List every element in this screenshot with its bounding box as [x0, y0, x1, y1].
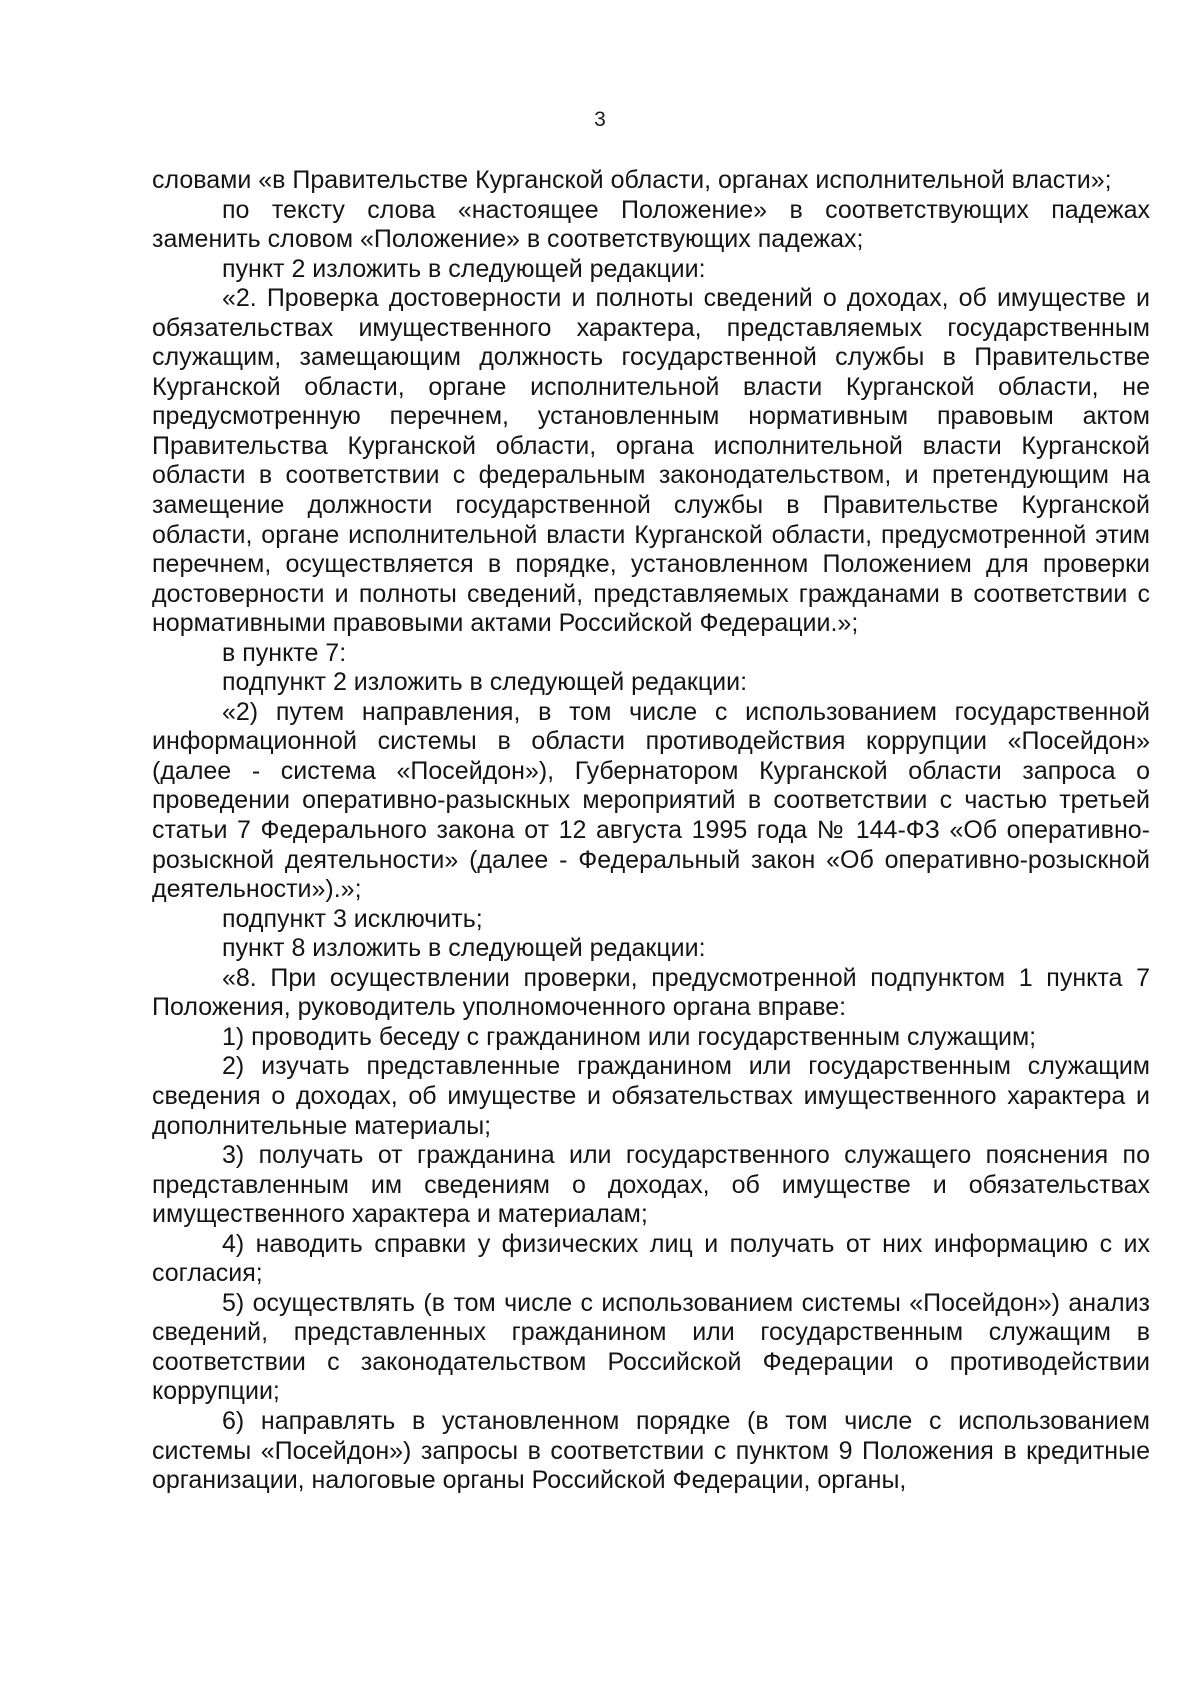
- paragraph: «2) путем направления, в том числе с использованием государственной информационной системы в области противодействия коррупции «Посейдон» (далее - система «Посейдон»), Губернатором Курганской области запроса о проведении оперативно-разыскных мероприятий в соответствии с частью третьей статьи 7 Федерального закона от 12 августа 1995 года № 144-ФЗ «Об оперативно-розыскной деятельности» (далее - Федеральный закон «Об оперативно-розыскной деятельности»).»;: [152, 697, 1150, 904]
- list-item: 1) проводить беседу с гражданином или государственным служащим;: [222, 1022, 1037, 1051]
- paragraph: подпункт 3 исключить;: [222, 904, 483, 933]
- list-item: 6) направлять в установленном порядке (в том числе с использованием системы «Посейдон») запросы в соответствии с пунктом 9 Положения в кредитные организации, налоговые органы Российской Федерации, органы,: [152, 1406, 1150, 1495]
- paragraph: «8. При осуществлении проверки, предусмотренной подпунктом 1 пункта 7 Положения, руководитель уполномоченного органа вправе:: [152, 963, 1150, 1022]
- paragraph: пункт 2 изложить в следующей редакции:: [222, 254, 706, 283]
- paragraph: «2. Проверка достоверности и полноты сведений о доходах, об имуществе и обязательствах имущественного характера, представляемых государственным служащим, замещающим должность государственной службы в Правительстве Курганской области, органе исполнительной власти Курганской области, не предусмотренную перечнем, установленным нормативным правовым актом Правительства Курганской области, органа исполнительной власти Курганской области в соответствии с федеральным законодательством, и претендующим на замещение должности государственной службы в Правительстве Курганской области, органе исполнительной власти Курганской области, предусмотренной этим перечнем, осуществляется в порядке, установленном Положением для проверки достоверности и полноты сведений, представляемых гражданами в соответствии с нормативными правовыми актами Российской Федерации.»;: [152, 284, 1150, 638]
- paragraph: пункт 8 изложить в следующей редакции:: [222, 934, 706, 963]
- list-item: 2) изучать представленные гражданином или государственным служащим сведения о доходах, об имуществе и обязательствах имущественного характера и дополнительные материалы;: [152, 1052, 1150, 1140]
- paragraph-intro: словами «в Правительстве Курганской области, органах исполнительной власти»;: [152, 166, 1112, 194]
- paragraph: в пункте 7:: [222, 638, 347, 667]
- list-item: 5) осуществлять (в том числе с использованием системы «Посейдон») анализ сведений, представленных гражданином или государственным служащим в соответствии с законодательством Российской Федерации о противодействии коррупции;: [152, 1288, 1150, 1406]
- paragraph: подпункт 2 изложить в следующей редакции:: [222, 668, 748, 697]
- list-item: 3) получать от гражданина или государственного служащего пояснения по представленным им сведениям о доходах, об имуществе и обязательствах имущественного характера и материалам;: [152, 1141, 1150, 1229]
- list-item: 4) наводить справки у физических лиц и получать от них информацию с их согласия;: [152, 1229, 1150, 1288]
- document-body: [152, 166, 1150, 1496]
- page-number: 3: [594, 108, 606, 131]
- paragraph: по тексту слова «настоящее Положение» в соответствующих падежах заменить словом «Положение» в соответствующих падежах;: [152, 195, 1150, 254]
